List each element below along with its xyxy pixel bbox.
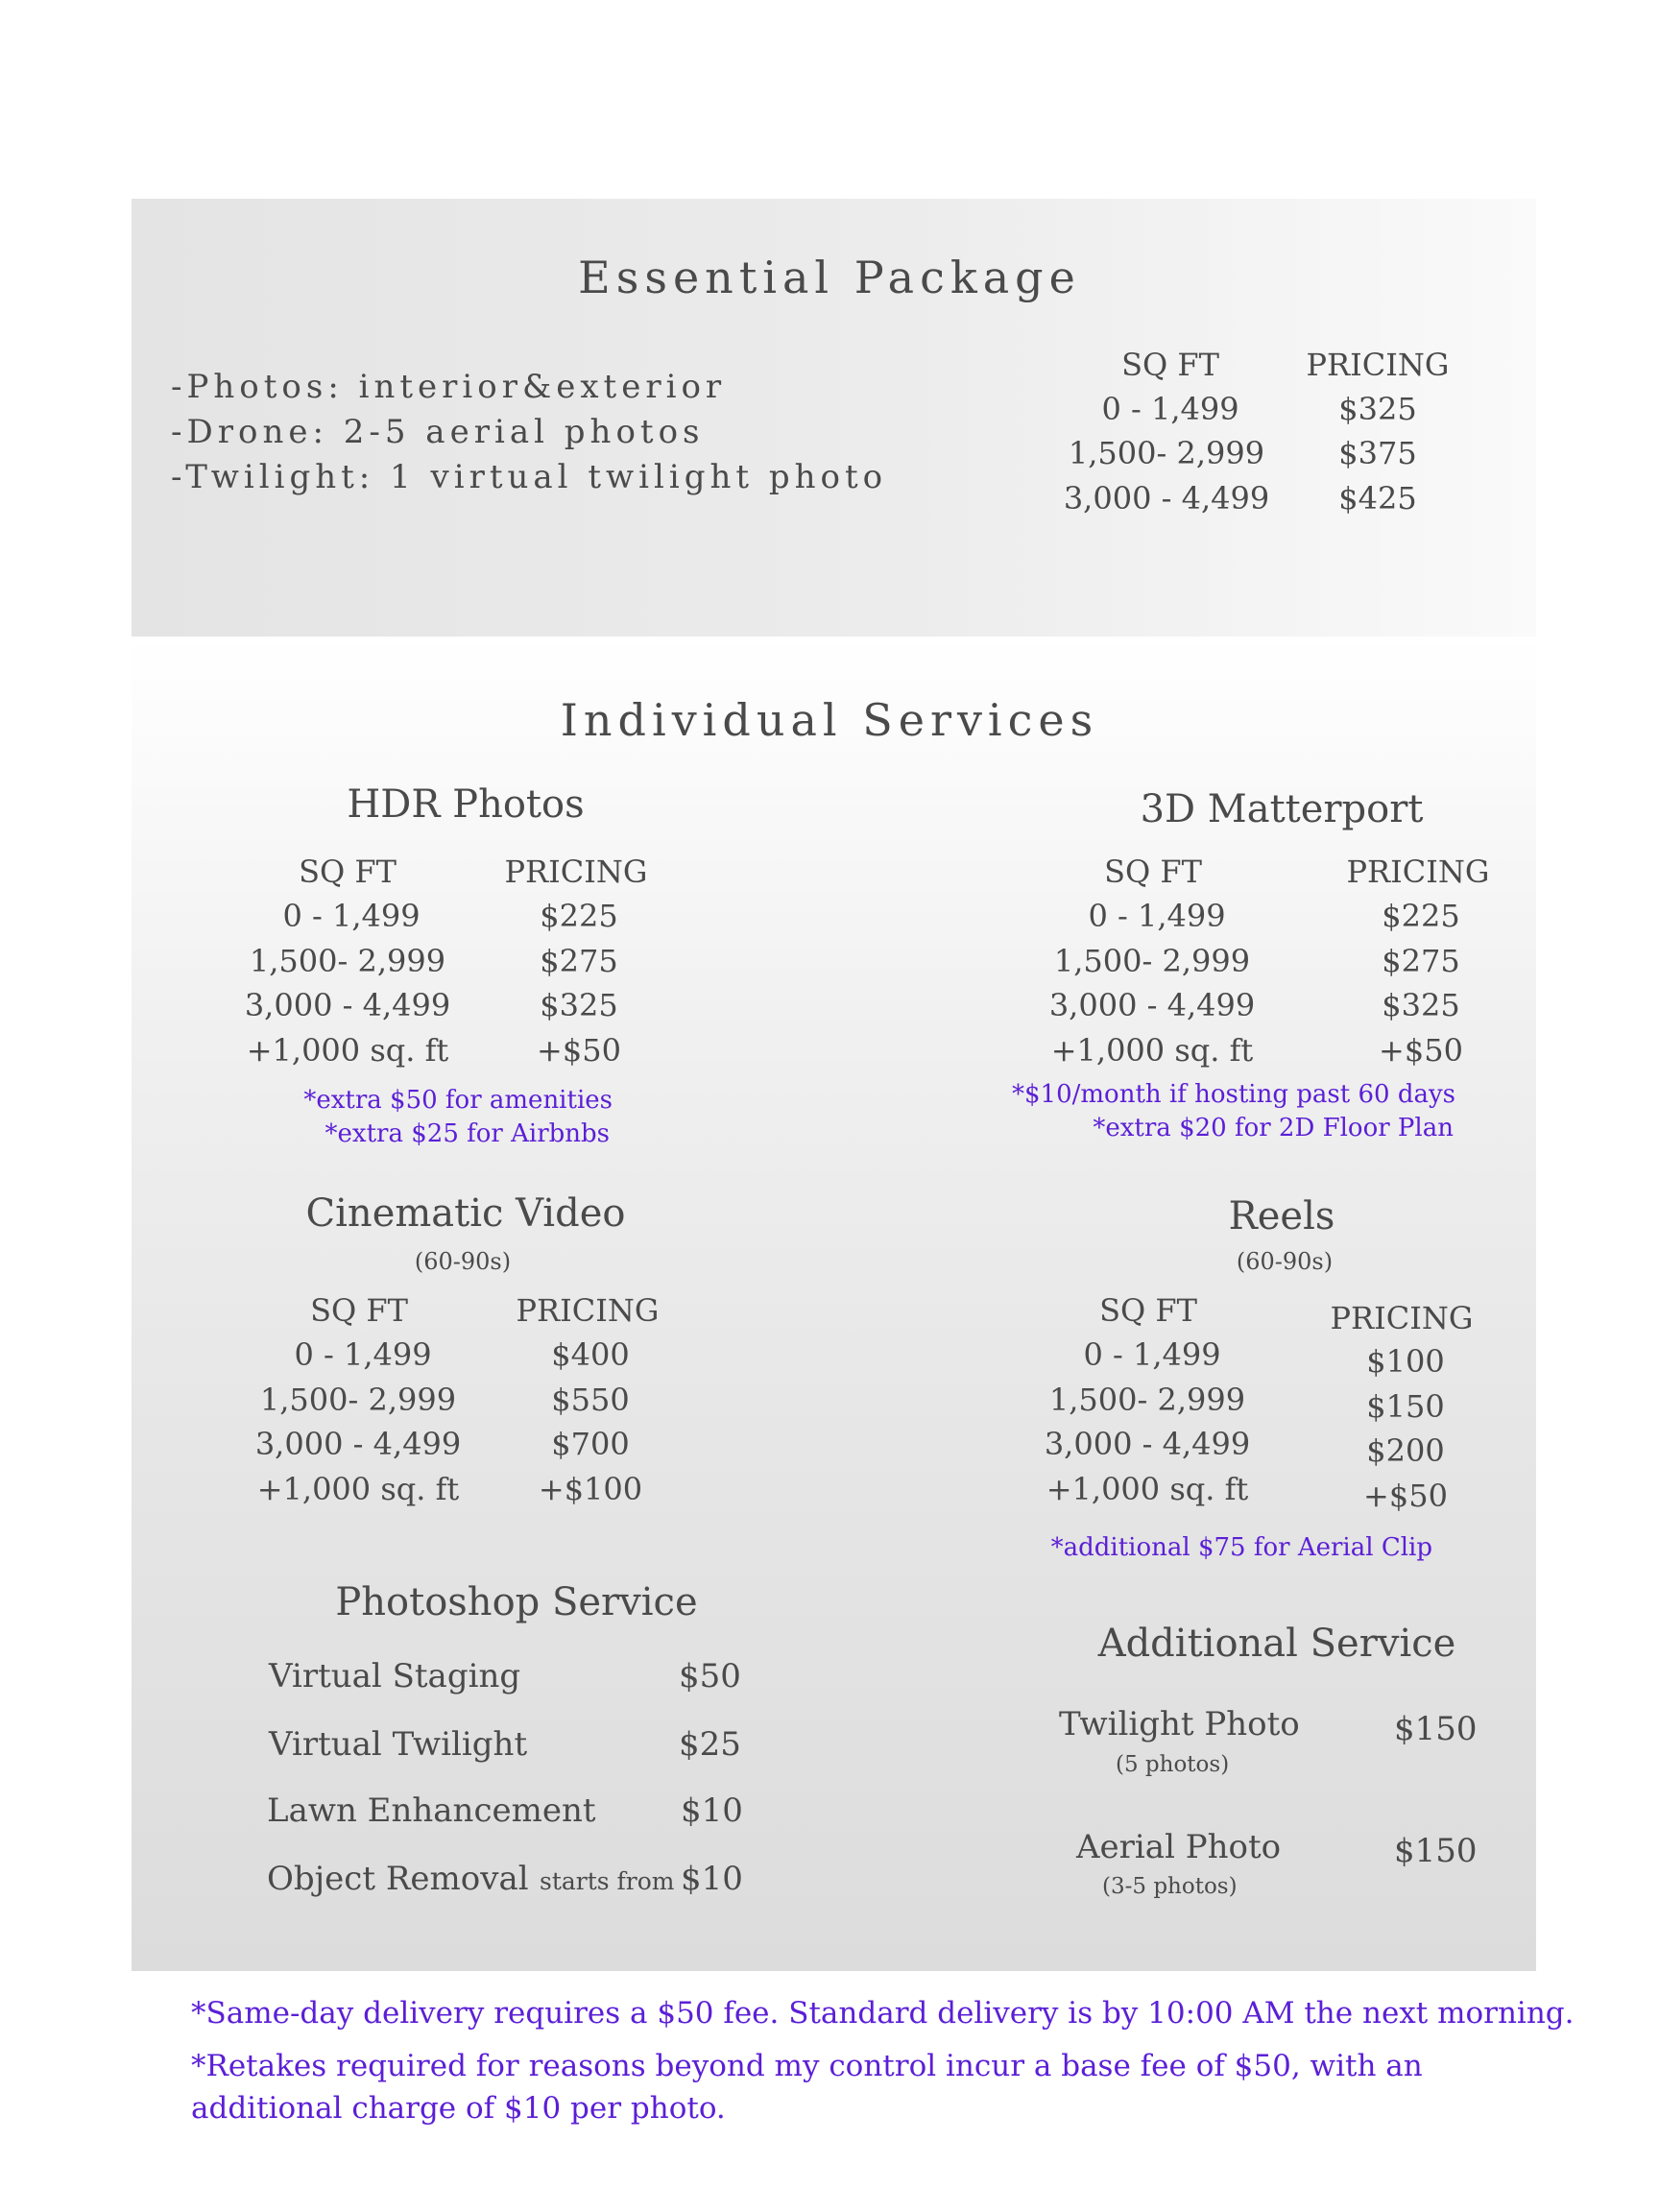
aerial-photo-label: Aerial Photo — [1076, 1828, 1282, 1866]
sqft-cell: 1,500- 2,999 — [1068, 435, 1265, 471]
price-cell: $275 — [1382, 943, 1460, 979]
pricing-header: PRICING — [516, 1292, 660, 1329]
sqft-cell: +1,000 sq. ft — [256, 1471, 460, 1507]
sqft-cell: 0 - 1,499 — [294, 1336, 432, 1373]
price-cell: +$50 — [537, 1032, 621, 1069]
pricing-header: PRICING — [1306, 347, 1450, 383]
cinematic-duration: (60-90s) — [414, 1248, 512, 1275]
sqft-header: SQ FT — [299, 854, 397, 890]
essential-package-title: Essential Package — [578, 252, 1081, 303]
twilight-photo-price: $150 — [1394, 1710, 1478, 1748]
virtual-staging-price: $50 — [679, 1657, 741, 1695]
aerial-photo-count: (3-5 photos) — [1102, 1874, 1238, 1899]
reels-title: Reels — [1228, 1194, 1335, 1238]
feature-drone: -Drone: 2-5 aerial photos — [171, 413, 705, 451]
object-removal-qualifier: starts from — [540, 1867, 675, 1895]
price-cell: $425 — [1338, 480, 1417, 517]
cinematic-video-title: Cinematic Video — [305, 1191, 626, 1236]
price-cell: $700 — [551, 1426, 630, 1462]
individual-services-title: Individual Services — [560, 694, 1099, 746]
price-cell: $325 — [1338, 391, 1417, 427]
matterport-note-hosting: *$10/month if hosting past 60 days — [1012, 1080, 1455, 1109]
lawn-enhancement-label: Lawn Enhancement — [267, 1791, 596, 1830]
sqft-cell: 0 - 1,499 — [1101, 391, 1239, 427]
price-cell: +$100 — [538, 1471, 643, 1507]
sqft-header: SQ FT — [1099, 1292, 1197, 1329]
matterport-title: 3D Matterport — [1140, 787, 1424, 831]
twilight-photo-label: Twilight Photo — [1059, 1705, 1300, 1743]
price-cell: $200 — [1366, 1432, 1445, 1469]
sqft-cell: +1,000 sq. ft — [1050, 1032, 1254, 1069]
feature-photos: -Photos: interior&exterior — [171, 368, 727, 406]
sqft-cell: 1,500- 2,999 — [1048, 1382, 1246, 1418]
sqft-cell: 1,500- 2,999 — [1053, 943, 1251, 979]
sqft-cell: 0 - 1,499 — [1083, 1336, 1221, 1373]
price-cell: $550 — [551, 1382, 630, 1418]
sqft-header: SQ FT — [310, 1292, 408, 1329]
price-cell: $225 — [540, 898, 618, 934]
same-day-delivery-note: *Same-day delivery requires a $50 fee. Standard delivery is by 10:00 AM the next morning. — [191, 1996, 1575, 2031]
sqft-cell: 1,500- 2,999 — [259, 1382, 457, 1418]
virtual-staging-label: Virtual Staging — [269, 1657, 521, 1695]
virtual-twilight-label: Virtual Twilight — [269, 1725, 528, 1764]
virtual-twilight-price: $25 — [679, 1725, 741, 1764]
sqft-cell: 1,500- 2,999 — [249, 943, 446, 979]
price-cell: $375 — [1338, 435, 1417, 471]
twilight-photo-count: (5 photos) — [1116, 1752, 1230, 1777]
price-cell: +$50 — [1363, 1478, 1448, 1514]
lawn-enhancement-price: $10 — [681, 1791, 743, 1830]
sqft-cell: +1,000 sq. ft — [1046, 1471, 1249, 1507]
hdr-note-amenities: *extra $50 for amenities — [303, 1086, 613, 1115]
price-cell: $150 — [1366, 1388, 1445, 1425]
price-cell: +$50 — [1379, 1032, 1463, 1069]
price-cell: $100 — [1366, 1343, 1445, 1380]
pricing-header: PRICING — [504, 854, 648, 890]
sqft-cell: 3,000 - 4,499 — [1063, 480, 1270, 517]
sqft-cell: 3,000 - 4,499 — [244, 987, 451, 1023]
object-removal-price: $10 — [681, 1860, 743, 1898]
price-cell: $325 — [540, 987, 618, 1023]
sqft-header: SQ FT — [1121, 347, 1219, 383]
sqft-header: SQ FT — [1104, 854, 1202, 890]
pricing-header: PRICING — [1346, 854, 1490, 890]
additional-service-title: Additional Service — [1097, 1622, 1456, 1666]
photoshop-service-title: Photoshop Service — [335, 1580, 698, 1624]
sqft-cell: 0 - 1,499 — [282, 898, 421, 934]
price-cell: $225 — [1382, 898, 1460, 934]
object-removal-label: Object Removal — [267, 1860, 529, 1898]
sqft-cell: 3,000 - 4,499 — [1048, 987, 1256, 1023]
hdr-photos-title: HDR Photos — [347, 782, 585, 827]
price-cell: $400 — [551, 1336, 630, 1373]
aerial-photo-price: $150 — [1394, 1832, 1478, 1870]
sqft-cell: 3,000 - 4,499 — [1044, 1426, 1251, 1462]
pricing-header: PRICING — [1330, 1300, 1474, 1336]
price-cell: $325 — [1382, 987, 1460, 1023]
price-cell: $275 — [540, 943, 618, 979]
sqft-cell: 0 - 1,499 — [1088, 898, 1226, 934]
reels-note-aerial: *additional $75 for Aerial Clip — [1050, 1533, 1432, 1562]
retakes-note: *Retakes required for reasons beyond my control incur a base fee of $50, with an additional charge of $10 per photo. — [191, 2049, 1423, 2126]
essential-features-list — [171, 365, 887, 500]
reels-duration: (60-90s) — [1236, 1248, 1334, 1275]
hdr-note-airbnbs: *extra $25 for Airbnbs — [325, 1119, 610, 1148]
matterport-note-floorplan: *extra $20 for 2D Floor Plan — [1093, 1114, 1454, 1142]
sqft-cell: +1,000 sq. ft — [246, 1032, 449, 1069]
sqft-cell: 3,000 - 4,499 — [254, 1426, 462, 1462]
feature-twilight: -Twilight: 1 virtual twilight photo — [171, 458, 888, 496]
